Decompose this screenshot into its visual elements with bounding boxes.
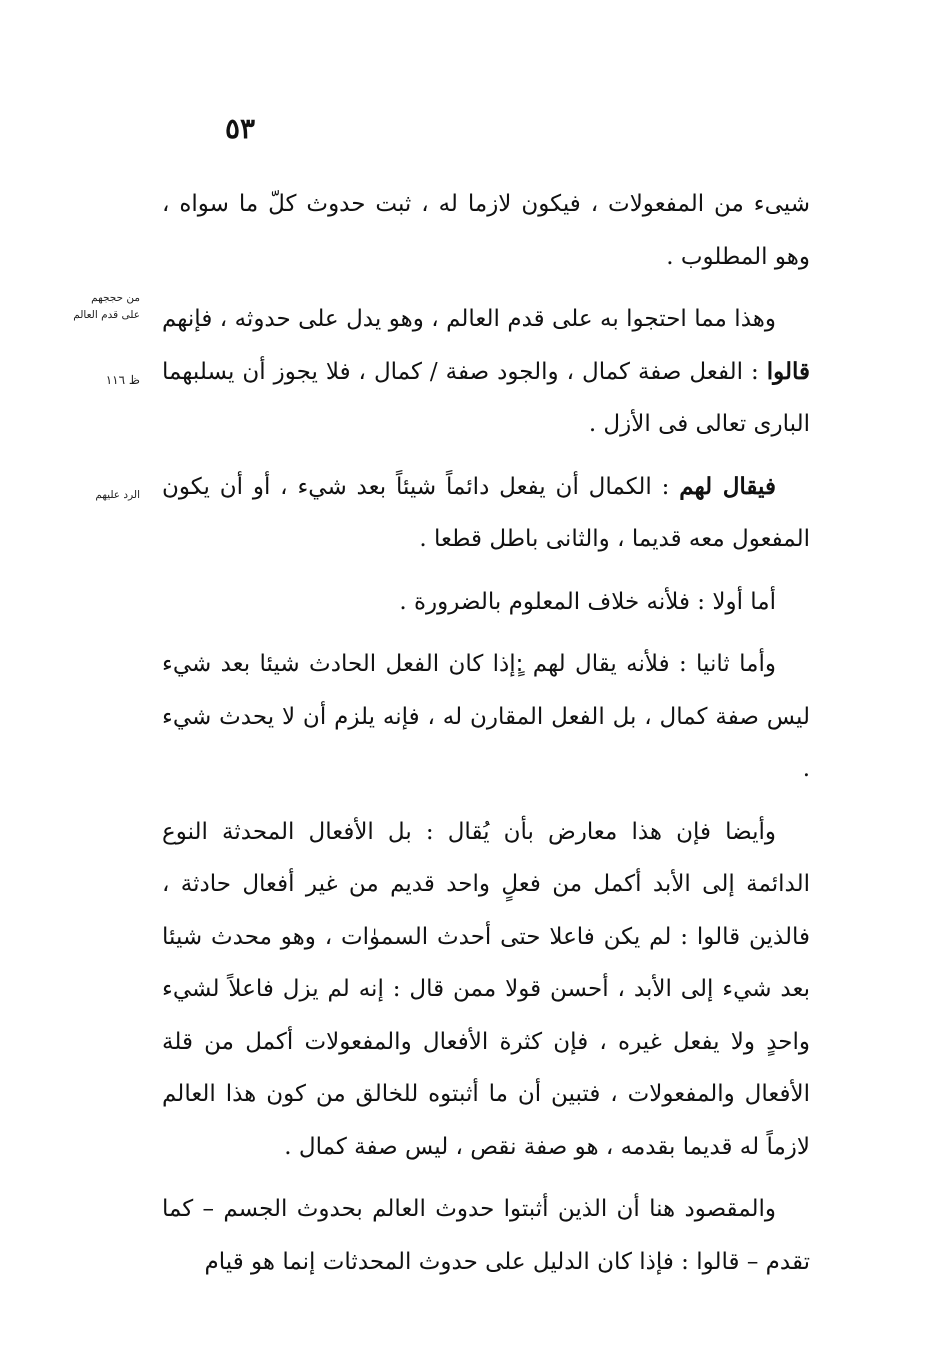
paragraph-5: وأما ثانيا : فلأنه يقال لهم :ٍإذا كان الفعل الحادث شيئا بعد شيء ليس صفة كمال ، بل الفعل المقارن له ، فإنه يلزم أن لا يحدث شيء . xyxy=(162,651,810,782)
main-text xyxy=(162,178,810,1298)
paragraph-2-text-a: وهذا مما احتجوا به على قدم العالم ، وهو يدل على حدوثه ، فإنهم xyxy=(162,306,776,332)
margin-note-line: من حججهم xyxy=(91,292,140,304)
paragraph-3-text: : الكمال أن يفعل دائماً شيئاً بعد شيء ، أو أن يكون المفعول معه قديما ، والثانى باطل قطعا . xyxy=(162,473,810,552)
margin-note-folio: ظ ١١٦ xyxy=(105,373,140,387)
paragraph-2 xyxy=(162,293,810,451)
margin-note-arguments xyxy=(50,290,140,324)
paragraph-3 xyxy=(162,461,810,566)
paragraph-3-bold: فيقال لهم xyxy=(679,472,776,500)
paragraph-2-text-b: : الفعل صفة كمال ، والجود صفة / كمال ، فلا يجوز أن يسلبهما البارى تعالى فى الأزل . xyxy=(162,358,810,437)
paragraph-6: وأيضا فإن هذا معارض بأن يُقال : بل الأفعال المحدثة النوع الدائمة إلى الأبد أكمل من فعلٍ واحد قديم من غير أفعال حادثة ، فالذين قالوا : لم يكن فاعلا حتى أحدث السموٰات ، وهو محدث شيئا بعد شيء إلى الأبد ، أحسن قولا ممن قال : إنه لم يزل فاعلاً لشيء واحدٍ ولا يفعل غيره ، فإن كثرة الأفعال والمفعولات أكمل من قلة الأفعال والمفعولات ، فتبين أن ما أثبتوه للخالق من كون هذا العالم لازماً له قديما بقدمه ، هو صفة نقص ، ليس صفة كمال . xyxy=(162,818,810,1160)
page-number: ٥٣ xyxy=(224,112,256,145)
paragraph-4: أما أولا : فلأنه خلاف المعلوم بالضرورة . xyxy=(399,588,776,615)
margin-note-rebuttal: الرد عليهم xyxy=(95,489,140,501)
paragraph-7: والمقصود هنا أن الذين أثبتوا حدوث العالم بحدوث الجسم – كما تقدم – قالوا : فإذا كان الدليل على حدوث المحدثات إنما هو قيام xyxy=(162,1196,810,1275)
paragraph-2-bold: قالوا xyxy=(766,357,810,385)
margin-note-line: على قدم العالم xyxy=(73,309,140,321)
paragraph-1: شيىء من المفعولات ، فيكون لازما له ، ثبت حدوث كلّ ما سواه ، وهو المطلوب . xyxy=(162,191,810,270)
